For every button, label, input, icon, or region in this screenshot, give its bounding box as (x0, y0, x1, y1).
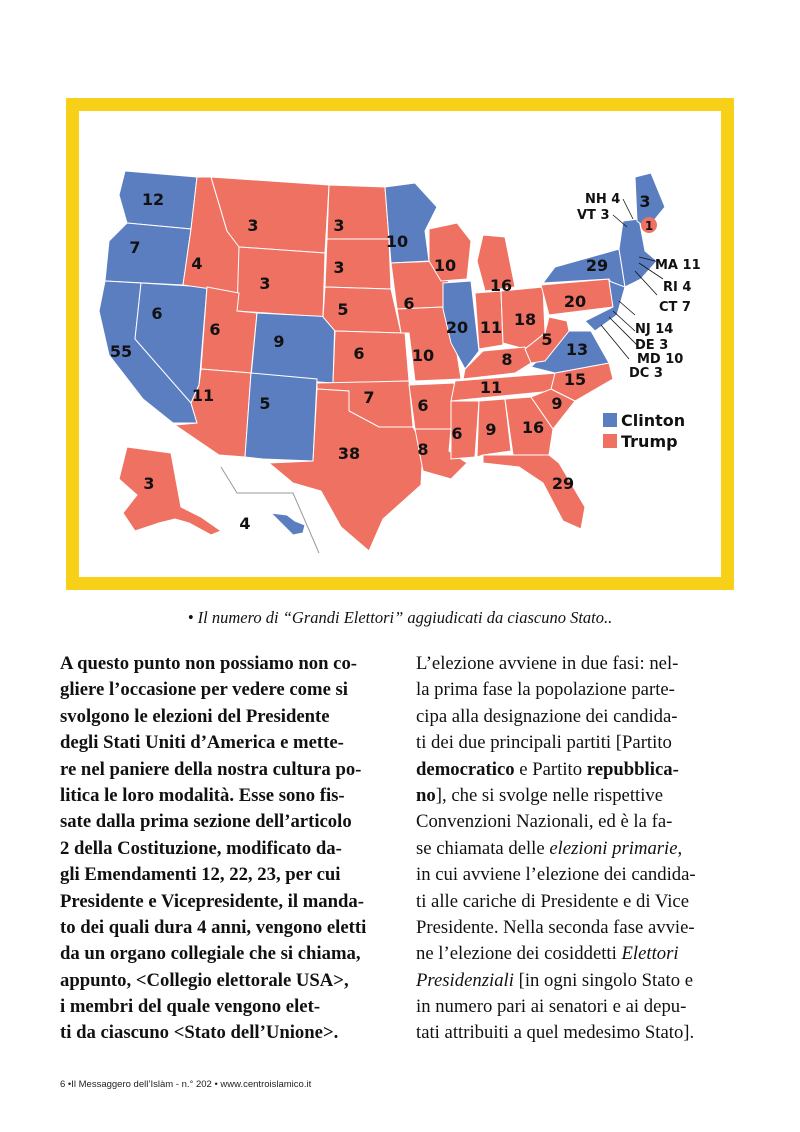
text-line: ne l’elezione dei cosiddetti Elettori (416, 943, 679, 965)
text-line: in numero pari ai senatori e ai depu- (416, 996, 687, 1018)
legend-label-clinton: Clinton (621, 411, 686, 430)
callout-vt: VT 3 (577, 208, 610, 223)
label-in: 11 (479, 318, 503, 337)
label-ia: 6 (403, 294, 415, 313)
figure-caption: • Il numero di “Grandi Elettori” aggiudicati da ciascuno Stato.. (187, 608, 613, 627)
label-mt: 3 (247, 216, 259, 235)
text-line: i membri del quale vengono elet- (60, 996, 321, 1018)
label-tn: 11 (479, 378, 503, 397)
callout-ri: RI 4 (663, 280, 692, 295)
callout-de: DE 3 (635, 338, 669, 353)
text-line: ti da ciascuno <Stato dell’Unione>. (60, 1022, 339, 1044)
italic-term: Presidenziali (416, 969, 514, 991)
label-ar: 6 (417, 396, 429, 415)
text-line: cipa alla designazione dei candida- (416, 705, 678, 727)
label-me: 3 (639, 192, 651, 211)
legend-swatch-clinton (603, 413, 617, 427)
text-line: 2 della Costituzione, modificato da- (60, 837, 342, 859)
label-nv: 6 (151, 304, 163, 323)
label-ok: 7 (363, 388, 375, 407)
label-hi: 4 (239, 514, 251, 533)
bold-term: no (416, 784, 436, 806)
label-wa: 12 (141, 190, 165, 209)
label-mi: 16 (489, 276, 513, 295)
text-line: la prima fase la popolazione parte- (416, 679, 675, 701)
italic-term: elezioni primarie (549, 837, 678, 859)
text-line: in cui avviene l’elezione dei candida- (416, 864, 696, 886)
text-line: re nel paniere della nostra cultura po- (60, 758, 362, 780)
text-line: to dei quali dura 4 anni, vengono eletti (60, 916, 367, 938)
text-line: se chiamata delle elezioni primarie, (416, 837, 683, 859)
text-line: democratico e Partito repubblica- (416, 758, 679, 780)
label-mn: 10 (385, 232, 409, 251)
text-line: L’elezione avviene in due fasi: nel- (416, 653, 679, 674)
label-mo: 10 (411, 346, 435, 365)
label-la: 8 (417, 440, 429, 459)
callout-nh: NH 4 (585, 192, 621, 207)
state-co (251, 313, 335, 383)
text-line: da un organo collegiale che si chiama, (60, 943, 361, 965)
bold-term: democratico (416, 758, 515, 780)
label-id: 4 (191, 254, 203, 273)
label-wi: 10 (433, 256, 457, 275)
label-wy: 3 (259, 274, 271, 293)
left-column (60, 651, 383, 1047)
label-nm: 5 (259, 394, 271, 413)
label-al: 9 (485, 420, 497, 439)
state-ar (409, 383, 455, 429)
label-ky: 8 (501, 350, 513, 369)
label-ca: 55 (109, 342, 133, 361)
label-oh: 18 (513, 310, 537, 329)
callout-md: MD 10 (637, 352, 684, 367)
state-ne (323, 287, 401, 333)
text-line: degli Stati Uniti d’America e mette- (60, 732, 344, 754)
label-or: 7 (129, 238, 141, 257)
callout-ct: CT 7 (659, 300, 691, 315)
label-ak: 3 (143, 474, 155, 493)
state-nm (245, 373, 317, 461)
state-ak (119, 447, 221, 535)
legend-swatch-trump (603, 434, 617, 448)
legend-label-trump: Trump (621, 432, 678, 451)
callout-nj: NJ 14 (635, 322, 674, 337)
bold-term: repubblica- (586, 758, 679, 780)
state-ks (333, 331, 409, 383)
text-line: no], che si svolge nelle rispettive (416, 784, 664, 806)
label-va: 13 (565, 340, 589, 359)
label-me-district: 1 (644, 219, 654, 233)
label-co: 9 (273, 332, 285, 351)
text-line: Presidente e Vicepresidente, il manda- (60, 890, 364, 912)
label-ut: 6 (209, 320, 221, 339)
state-hi (271, 513, 305, 535)
label-il: 20 (445, 318, 469, 337)
label-ny: 29 (585, 256, 609, 275)
label-ne: 5 (337, 300, 349, 319)
label-ga: 16 (521, 418, 545, 437)
map-legend (603, 411, 685, 451)
label-sc: 9 (551, 394, 563, 413)
label-sd: 3 (333, 258, 345, 277)
italic-term: Elettori (621, 943, 679, 965)
label-pa: 20 (563, 292, 587, 311)
text-line: gliere l’occasione per vedere come si (60, 679, 349, 701)
text-line: litica le loro modalità. Esse sono fis- (60, 784, 345, 806)
text-line: Presidente. Nella seconda fase avvie- (416, 916, 695, 938)
label-fl: 29 (551, 474, 575, 493)
label-az: 11 (191, 386, 215, 405)
label-ms: 6 (451, 424, 463, 443)
text-line: Convenzioni Nazionali, ed è la fa- (416, 811, 673, 833)
right-column (416, 651, 740, 1047)
text-line: A questo punto non possiamo non co- (60, 653, 358, 674)
callout-dc: DC 3 (629, 366, 663, 381)
state-or (105, 223, 191, 285)
state-wy (237, 247, 325, 317)
text-line: svolgono le elezioni del Presidente (60, 705, 330, 727)
callout-ma: MA 11 (655, 258, 701, 273)
label-wv: 5 (541, 330, 553, 349)
text-line: tati attribuiti a quel medesimo Stato]. (416, 1022, 695, 1044)
text-line: appunto, <Collegio elettorale USA>, (60, 969, 349, 991)
text-line: sate dalla prima sezione dell’articolo (60, 811, 352, 833)
us-map-svg (79, 111, 721, 577)
label-nc: 15 (563, 370, 587, 389)
electoral-map (66, 98, 734, 590)
label-tx: 38 (337, 444, 361, 463)
text-line: ti dei due principali partiti [Partito (416, 732, 672, 754)
text-line: gli Emendamenti 12, 22, 23, per cui (60, 864, 341, 886)
label-nd: 3 (333, 216, 345, 235)
text-line: ti alle cariche di Presidente e di Vice (416, 890, 690, 912)
label-ks: 6 (353, 344, 365, 363)
text-line: Presidenziali [in ogni singolo Stato e (416, 969, 694, 991)
page-footer: 6 •Il Messaggero dell’Islàm - n.° 202 • www.centroislamico.it (60, 1079, 312, 1090)
